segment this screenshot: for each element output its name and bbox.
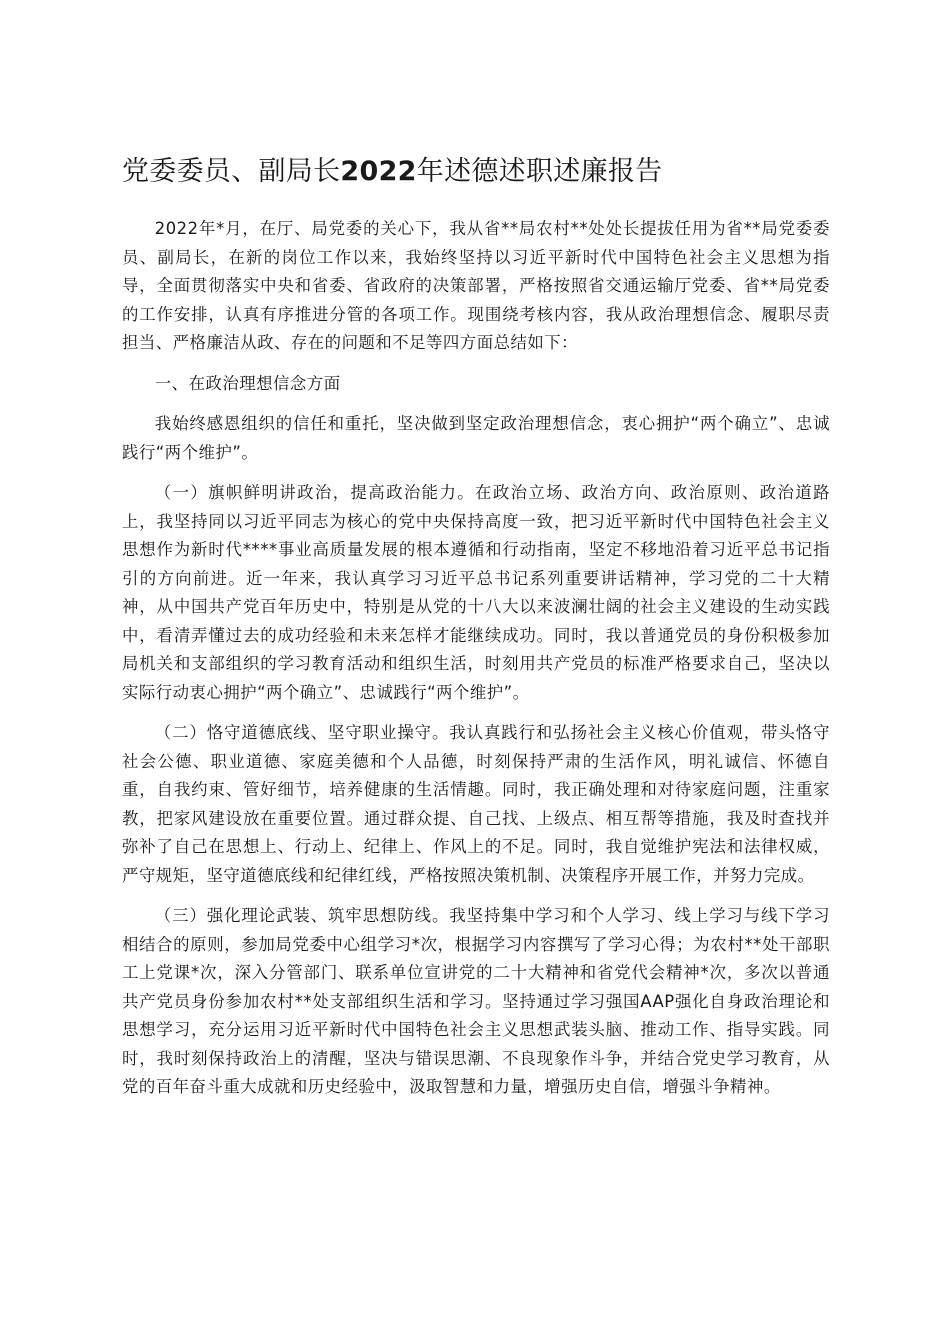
section-summary-paragraph: 我始终感恩组织的信任和重托，坚决做到坚定政治理想信念，衷心拥护“两个确立”、忠诚践行“两个维护”。	[122, 414, 830, 462]
subsection-2-paragraph: （二）恪守道德底线、坚守职业操守。我认真践行和弘扬社会主义核心价值观，带头恪守社会公德、职业道德、家庭美德和个人品德，时刻保持严肃的生活作风，明礼诚信、怀德自重，自我约束、管好细节，培养健康的生活情趣。同时，我正确处理和对待家庭问题，注重家教，把家风建设放在重要位置。通过群众提、自己找、上级点、相互帮等措施，我及时查找并弥补了自己在思想上、行动上、纪律上、作风上的不足。同时，我自觉维护宪法和法律权威，严守规矩，坚守道德底线和纪律红线，严格按照决策机制、决策程序开展工作，并努力完成。	[122, 723, 830, 885]
title-suffix: 年述德述职述廉报告	[416, 156, 663, 187]
title-prefix: 党委委员、副局长	[122, 156, 341, 187]
title-year: 2022	[340, 156, 417, 187]
intro-paragraph: 2022年*月，在厅、局党委的关心下，我从省**局农村**处处长提拔任用为省**局党委委员、副局长，在新的岗位工作以来，我始终坚持以习近平新时代中国特色社会主义思想为指导，全面贯彻落实中央和省委、省政府的决策部署，严格按照省交通运输厅党委、省**局党委的工作安排，认真有序推进分管的各项工作。现围绕考核内容，我从政治理想信念、履职尽责担当、严格廉洁从政、存在的问题和不足等四方面总结如下：	[122, 219, 830, 352]
section-heading-political-beliefs: 一、在政治理想信念方面	[154, 373, 341, 393]
subsection-3-paragraph: （三）强化理论武装、筑牢思想防线。我坚持集中学习和个人学习、线上学习与线下学习相结合的原则，参加局党委中心组学习*次，根据学习内容撰写了学习心得；为农村**处干部职工上党课*次，深入分管部门、联系单位宣讲党的二十大精神和省党代会精神*次，多次以普通共产党员身份参加农村**处支部组织生活和学习。坚持通过学习强国AAP强化自身政治理论和思想学习，充分运用习近平新时代中国特色社会主义思想武装头脑、推动工作、指导实践。同时，我时刻保持政治上的清醒，坚决与错误思潮、不良现象作斗争，并结合党史学习教育，从党的百年奋斗重大成就和历史经验中，汲取智慧和力量，增强历史自信，增强斗争精神。	[122, 906, 830, 1096]
document-title	[122, 152, 830, 192]
subsection-1-paragraph: （一）旗帜鲜明讲政治，提高政治能力。在政治立场、政治方向、政治原则、政治道路上，我坚持同以习近平同志为核心的党中央保持高度一致，把习近平新时代中国特色社会主义思想作为新时代****事业高质量发展的根本遵循和行动指南，坚定不移地沿着习近平总书记指引的方向前进。近一年来，我认真学习习近平总书记系列重要讲话精神，学习党的二十大精神，从中国共产党百年历史中，特别是从党的十八大以来波澜壮阔的社会主义建设的生动实践中，看清弄懂过去的成功经验和未来怎样才能继续成功。同时，我以普通党员的身份积极参加局机关和支部组织的学习教育活动和组织生活，时刻用共产党员的标准严格要求自己，坚决以实际行动衷心拥护“两个确立”、忠诚践行“两个维护”。	[122, 483, 830, 702]
